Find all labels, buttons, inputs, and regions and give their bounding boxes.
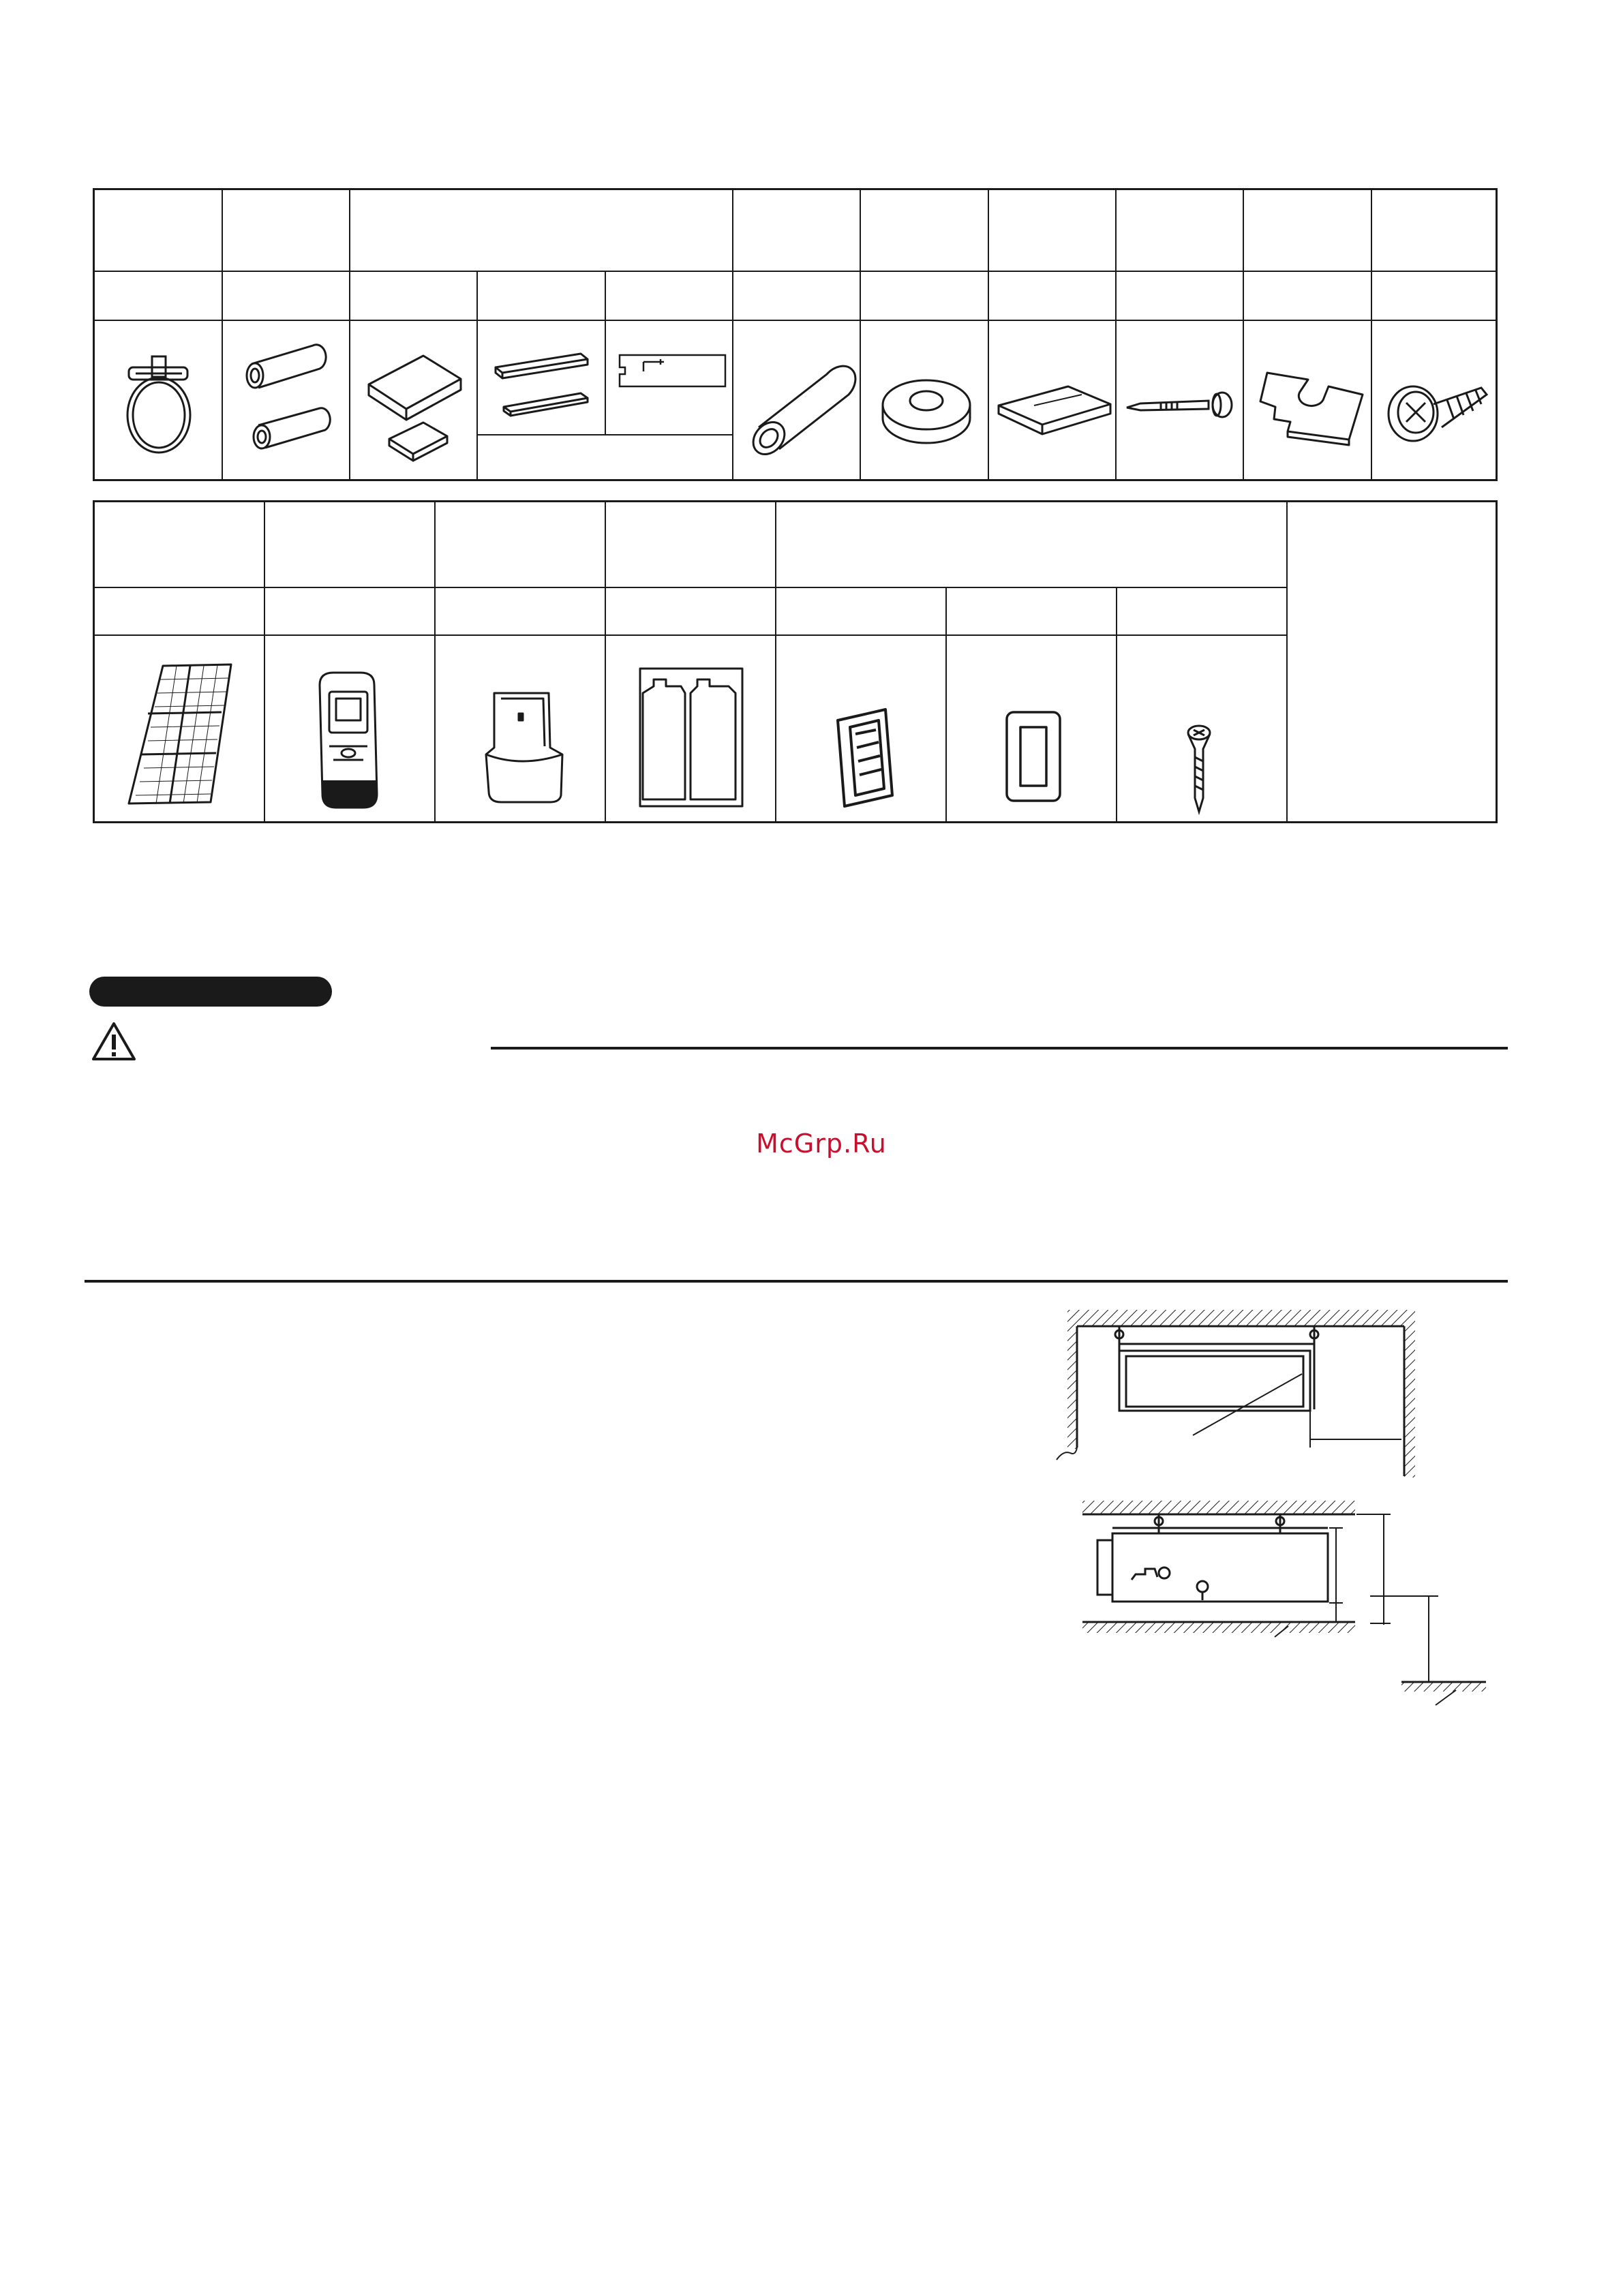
t1-sub-7 (861, 272, 989, 321)
t2-sub-3 (436, 588, 606, 636)
t1-head-2 (223, 190, 350, 272)
accessories-table-2 (93, 500, 1498, 823)
t2-sub-2 (265, 588, 436, 636)
t1-sub-8 (989, 272, 1117, 321)
t1-sub-11 (1372, 272, 1496, 321)
t1-sub-6 (733, 272, 861, 321)
warning-triangle-icon (91, 1021, 136, 1062)
remote-holder-icon (474, 679, 576, 809)
t1-sub-10 (1244, 272, 1372, 321)
hose-band-icon (115, 347, 204, 463)
accessories-table-1 (93, 188, 1498, 481)
t1-img-45-foot (478, 435, 733, 479)
t2-side (1288, 502, 1496, 821)
heat-insulator-icon (993, 374, 1116, 449)
drain-hose-icon (738, 347, 861, 470)
t2-head-1 (95, 502, 265, 588)
t2-head-2 (265, 502, 436, 588)
wall-plate-cover-icon (993, 700, 1075, 816)
sealing-pad-icon (362, 337, 471, 466)
t2-head-4 (606, 502, 776, 588)
t1-head-9 (1372, 190, 1496, 272)
t2-sub-5 (776, 588, 947, 636)
wall-plate-frame-icon (824, 700, 906, 816)
watermark-text: McGrp.Ru (756, 1129, 887, 1159)
t1-head-1 (95, 190, 223, 272)
nail-icon (1120, 378, 1243, 432)
t2-sub-4 (606, 588, 776, 636)
screw-with-washer-icon (1379, 362, 1495, 450)
t2-sub-1 (95, 588, 265, 636)
insulation-tube-icon (238, 326, 340, 470)
t1-sub-2 (223, 272, 350, 321)
section-header-pill (89, 977, 332, 1007)
t1-sub-1 (95, 272, 223, 321)
remote-controller-icon (306, 664, 395, 814)
installation-clearance-diagram-side (1070, 1486, 1500, 1717)
washer-icon (872, 371, 981, 453)
t2-head-5 (776, 502, 1288, 588)
t2-head-3 (436, 502, 606, 588)
t1-sub-3 (350, 272, 478, 321)
level-gauge-plate-icon (1247, 359, 1369, 461)
batteries-icon (633, 659, 749, 816)
t1-head-8 (1244, 190, 1372, 272)
sealing-strip-icon (489, 339, 598, 427)
t2-sub-7 (1117, 588, 1288, 636)
t1-head-7 (1117, 190, 1244, 272)
paper-pattern-icon (613, 339, 729, 420)
t1-head-6 (989, 190, 1117, 272)
t1-sub-5 (606, 272, 733, 321)
installation-clearance-diagram-top (1043, 1307, 1425, 1478)
t1-sub-4 (478, 272, 606, 321)
air-filter-icon (115, 652, 252, 816)
mounting-screw-icon (1179, 722, 1219, 817)
t1-head-3 (350, 190, 733, 272)
section-divider-line (491, 1047, 1508, 1050)
t1-head-4 (733, 190, 861, 272)
t1-sub-9 (1117, 272, 1244, 321)
t2-sub-6 (947, 588, 1117, 636)
page-divider-line (85, 1280, 1508, 1283)
t1-head-5 (861, 190, 989, 272)
